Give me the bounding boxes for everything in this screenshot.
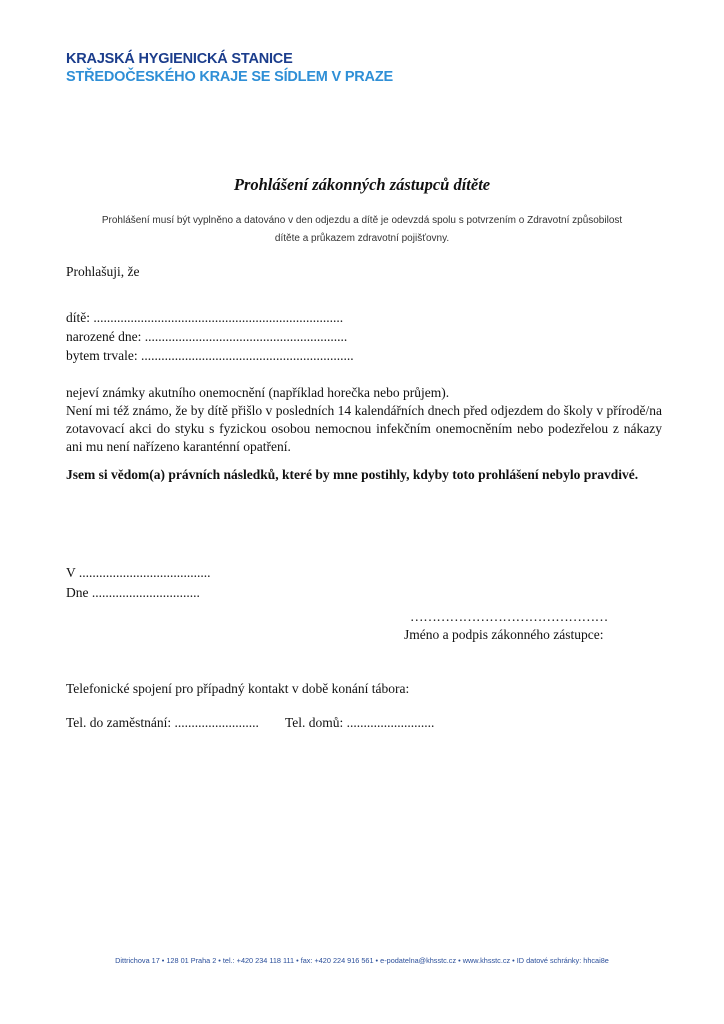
residence-field[interactable]: bytem trvale: ...............................................................: [66, 348, 354, 363]
place-field[interactable]: V .......................................: [66, 565, 211, 580]
footer-contact: Dittrichova 17 • 128 01 Praha 2 • tel.: +420 234 118 111 • fax: +420 224 916 561 • e-podatelna@khsstc.cz • www.khsstc.cz • ID datové schránky: hhcai8e: [115, 956, 609, 965]
instruction-note: [66, 212, 658, 248]
signature-label: Jméno a podpis zákonného zástupce:: [404, 627, 604, 642]
birth-date-field[interactable]: narozené dne: ............................................................: [66, 329, 348, 344]
document-title: Prohlášení zákonných zástupců dítěte: [233, 175, 491, 194]
organization-header: [66, 50, 393, 86]
health-statement: nejeví známky akutního onemocnění (například horečka nebo průjem).: [66, 385, 450, 400]
phone-home-field[interactable]: Tel. domů: ..........................: [285, 715, 435, 730]
organization-name: KRAJSKÁ HYGIENICKÁ STANICE: [66, 51, 293, 67]
intro-text: Prohlašuji, že: [66, 264, 140, 279]
signature-line[interactable]: ………………………………………: [410, 609, 609, 624]
organization-region: STŘEDOČESKÉHO KRAJE SE SÍDLEM V PRAZE: [66, 69, 393, 85]
date-field[interactable]: Dne ................................: [66, 585, 200, 600]
instruction-note-line-2: dítěte a průkazem zdravotní pojišťovny.: [274, 233, 450, 244]
instruction-note-line-1: Prohlášení musí být vyplněno a datováno v den odjezdu a dítě je odevzdá spolu s potvrzením o Zdravotní způsobilost: [101, 215, 623, 226]
contact-statement: Není mi též známo, že by dítě přišlo v posledních 14 kalendářních dnech před odjezdem do školy v přírodě/na zotavovací akci do styku s fyzickou osobou nemocnou infekčním onemocněním nebo podezřelou z nákazy ani mu není nařízeno karanténní opatření.: [66, 403, 662, 454]
child-name-field[interactable]: dítě: ..........................................................................: [66, 310, 344, 325]
legal-notice: Jsem si vědom(a) právních následků, které by mne postihly, kdyby toto prohlášení nebylo pravdivé.: [66, 467, 639, 482]
phone-work-field[interactable]: Tel. do zaměstnání: .........................: [66, 715, 259, 730]
contact-intro: Telefonické spojení pro případný kontakt v době konání tábora:: [66, 681, 410, 696]
